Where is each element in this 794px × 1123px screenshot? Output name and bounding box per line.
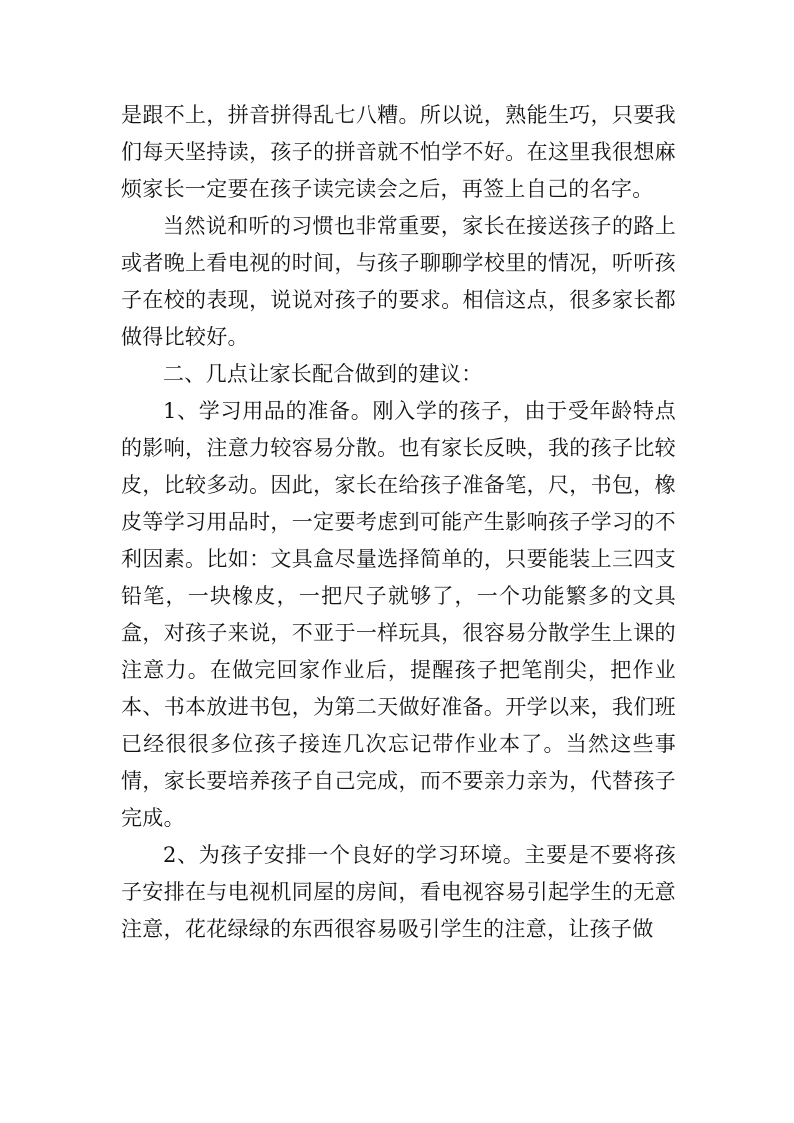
paragraph-pinyin-practice: 是跟不上，拼音拼得乱七八糟。所以说，熟能生巧，只要我们每天坚持读，孩子的拼音就不怕学不好。在这里我很想麻烦家长一定要在孩子读完读会之后，再签上自己的名字。 <box>121 103 676 201</box>
section-heading-suggestions: 二、几点让家长配合做到的建议： <box>163 362 483 386</box>
paragraph-school-supplies: 1、学习用品的准备。刚入学的孩子，由于受年龄特点的影响，注意力较容易分散。也有家长反映，我的孩子比较皮，比较多动。因此，家长在给孩子准备笔，尺，书包，橡皮等学习用品时，一定要考虑到可能产生影响孩子学习的不利因素。比如：文具盒尽量选择简单的，只要能装上三四支铅笔，一块橡皮，一把尺子就够了，一个功能繁多的文具盒，对孩子来说，不亚于一样玩具，很容易分散学生上课的注意力。在做完回家作业后，提醒孩子把笔削尖，把作业本、书本放进书包，为第二天做好准备。开学以来，我们班已经很很多位孩子接连几次忘记带作业本了。当然这些事情，家长要培养孩子自己完成，而不要亲力亲为，代替孩子完成。 <box>121 399 676 830</box>
document-body <box>121 97 676 948</box>
paragraph-study-environment: 2、为孩子安排一个良好的学习环境。主要是不要将孩子安排在与电视机同屋的房间，看电视容易引起学生的无意注意，花花绿绿的东西很容易吸引学生的注意，让孩子做 <box>121 843 676 941</box>
paragraph-speaking-listening: 当然说和听的习惯也非常重要，家长在接送孩子的路上或者晚上看电视的时间，与孩子聊聊学校里的情况，听听孩子在校的表现，说说对孩子的要求。相信这点，很多家长都做得比较好。 <box>121 214 676 349</box>
